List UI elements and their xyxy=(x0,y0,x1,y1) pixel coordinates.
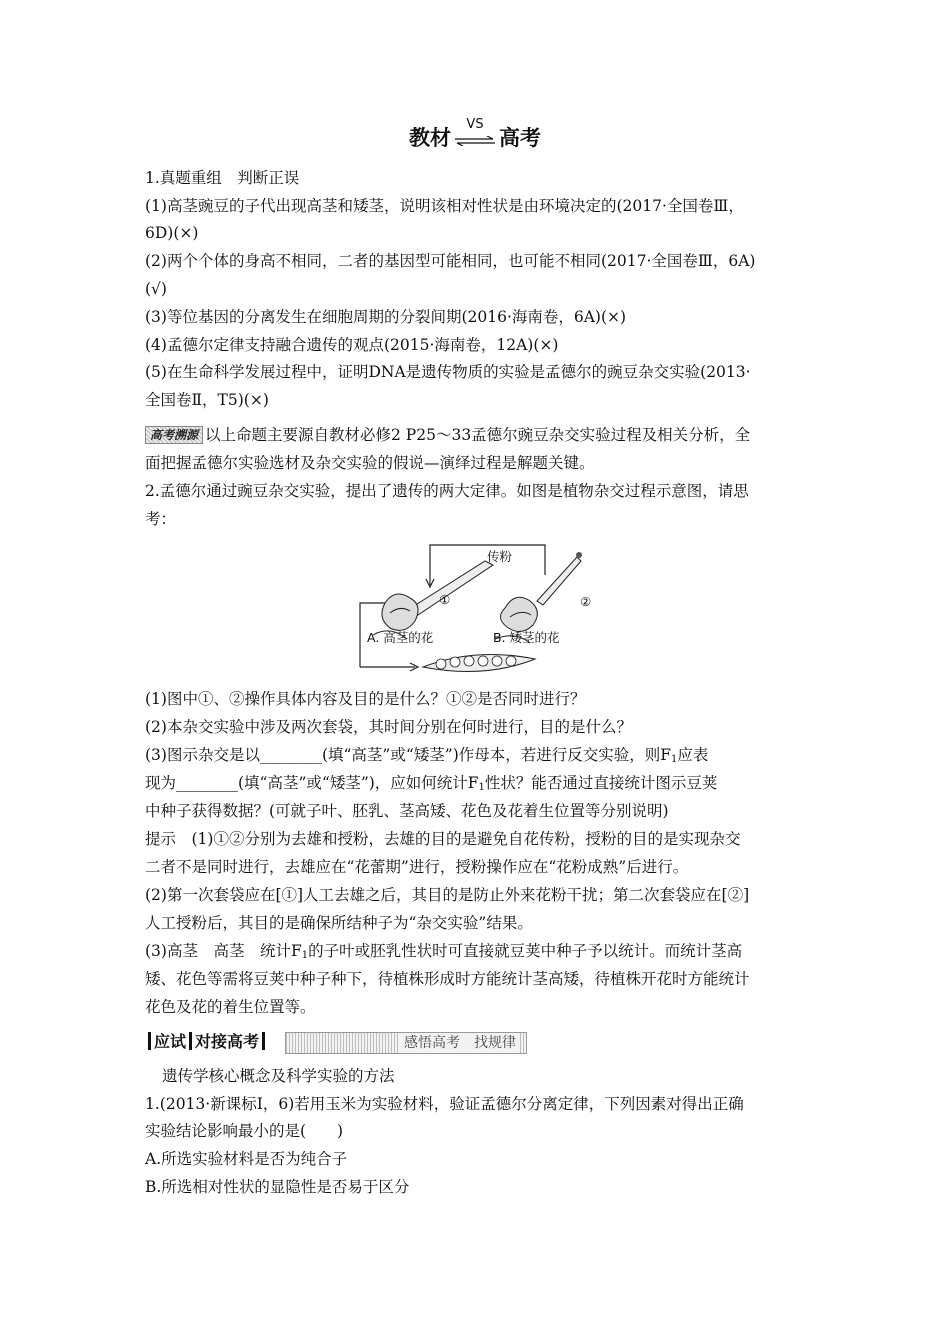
answer-line: 人工授粉后，其目的是确保所结种子为“杂交实验”结果。 xyxy=(145,914,533,932)
section-heading: 遗传学核心概念及科学实验的方法 xyxy=(162,1067,395,1085)
text-line: 全国卷Ⅱ，T5)(×) xyxy=(145,391,269,409)
answer-line: 二者不是同时进行，去雄应在“花蕾期”进行，授粉操作应在“花粉成熟”后进行。 xyxy=(145,858,689,876)
text-line: (2)本杂交实验中涉及两次套袋，其时间分别在何时进行，目的是什么？ xyxy=(145,718,632,736)
text-line: 中种子获得数据？(可就子叶、胚乳、茎高矮、花色及花着生位置等分别说明) xyxy=(145,802,669,820)
option-b: B.所选相对性状的显隐性是否易于区分 xyxy=(145,1178,410,1196)
banner-subtitle: 感悟高考 找规律 xyxy=(285,1032,527,1054)
text-line: (5)在生命科学发展过程中，证明DNA是遗传物质的实验是孟德尔的豌豆杂交实验(2013· xyxy=(145,363,751,381)
text-line: (3)等位基因的分离发生在细胞周期的分裂间期(2016·海南卷，6A)(×) xyxy=(145,308,627,326)
section-banner xyxy=(145,1031,525,1053)
title-right: 高考 xyxy=(499,126,541,150)
option-a: A.所选实验材料是否为纯合子 xyxy=(145,1150,348,1168)
text-line: (1)图中①、②操作具体内容及目的是什么？①②是否同时进行？ xyxy=(145,690,586,708)
mark-2: ② xyxy=(580,594,592,609)
page-title xyxy=(0,117,950,152)
hybrid-diagram xyxy=(355,543,595,682)
answer-line: (3)高茎 高茎 统计$F_1$的子叶或胚乳性状时可直接就豆荚中种子予以统计。而统计茎高 xyxy=(145,942,743,961)
answer-line: 提示 (1)①②分别为去雄和授粉，去雄的目的是避免自花传粉，授粉的目的是实现杂交 xyxy=(145,830,741,848)
label-b: B. 矮茎的花 xyxy=(493,630,560,645)
text-line: 面把握孟德尔实验选材及杂交实验的假说—演绎过程是解题关键。 xyxy=(145,454,595,472)
source-note: 高考溯源 以上命题主要源自教材必修2 P25～33孟德尔豌豆杂交实验过程及相关分析，全 xyxy=(145,425,815,445)
answer-line: 花色及花的着生位置等。 xyxy=(145,998,316,1016)
double-arrow-icon xyxy=(453,136,497,146)
question-line: 实验结论影响最小的是( ) xyxy=(145,1122,344,1140)
label-a: A. 高茎的花 xyxy=(367,630,434,645)
text-line: 现为________(填“高茎”或“矮茎”)，应如何统计$F_1$性状？能否通过直接统计图示豆荚 xyxy=(145,774,718,793)
banner-title: 应试 对接高考 xyxy=(145,1031,268,1053)
question-line: 1.(2013·新课标Ⅰ，6)若用玉米为实验材料，验证孟德尔分离定律，下列因素对得出正确 xyxy=(145,1095,744,1113)
source-tag: 高考溯源 xyxy=(145,426,203,444)
vs-label: VS xyxy=(466,117,484,132)
vs-arrow xyxy=(453,117,497,152)
text-line: (4)孟德尔定律支持融合遗传的观点(2015·海南卷，12A)(×) xyxy=(145,336,559,354)
text-line: 2.孟德尔通过豌豆杂交实验，提出了遗传的两大定律。如图是植物杂交过程示意图，请思 xyxy=(145,482,749,500)
label-transfer: 传粉 xyxy=(487,549,513,564)
text-line: (√) xyxy=(145,280,167,298)
text-line: 1.真题重组 判断正误 xyxy=(145,169,300,187)
text-line: (1)高茎豌豆的子代出现高茎和矮茎，说明该相对性状是由环境决定的(2017·全国卷Ⅲ， xyxy=(145,197,744,215)
text-line: 考： xyxy=(145,510,177,528)
text-line: (2)两个个体的身高不相同，二者的基因型可能相同，也可能不相同(2017·全国卷Ⅲ，6A) xyxy=(145,252,756,270)
text-line: 6D)(×) xyxy=(145,224,199,242)
text-line: (3)图示杂交是以________(填“高茎”或“矮茎”)作母本，若进行反交实验，则$F_1$应表 xyxy=(145,746,709,765)
answer-line: (2)第一次套袋应在[①]人工去雄之后，其目的是防止外来花粉干扰；第二次套袋应在[②] xyxy=(145,886,750,904)
answer-line: 矮、花色等需将豆荚中种子种下，待植株形成时方能统计茎高矮，待植株开花时方能统计 xyxy=(145,970,750,988)
title-left: 教材 xyxy=(409,126,451,150)
mark-1: ① xyxy=(439,592,451,607)
cross-pollination-illustration xyxy=(355,543,595,678)
